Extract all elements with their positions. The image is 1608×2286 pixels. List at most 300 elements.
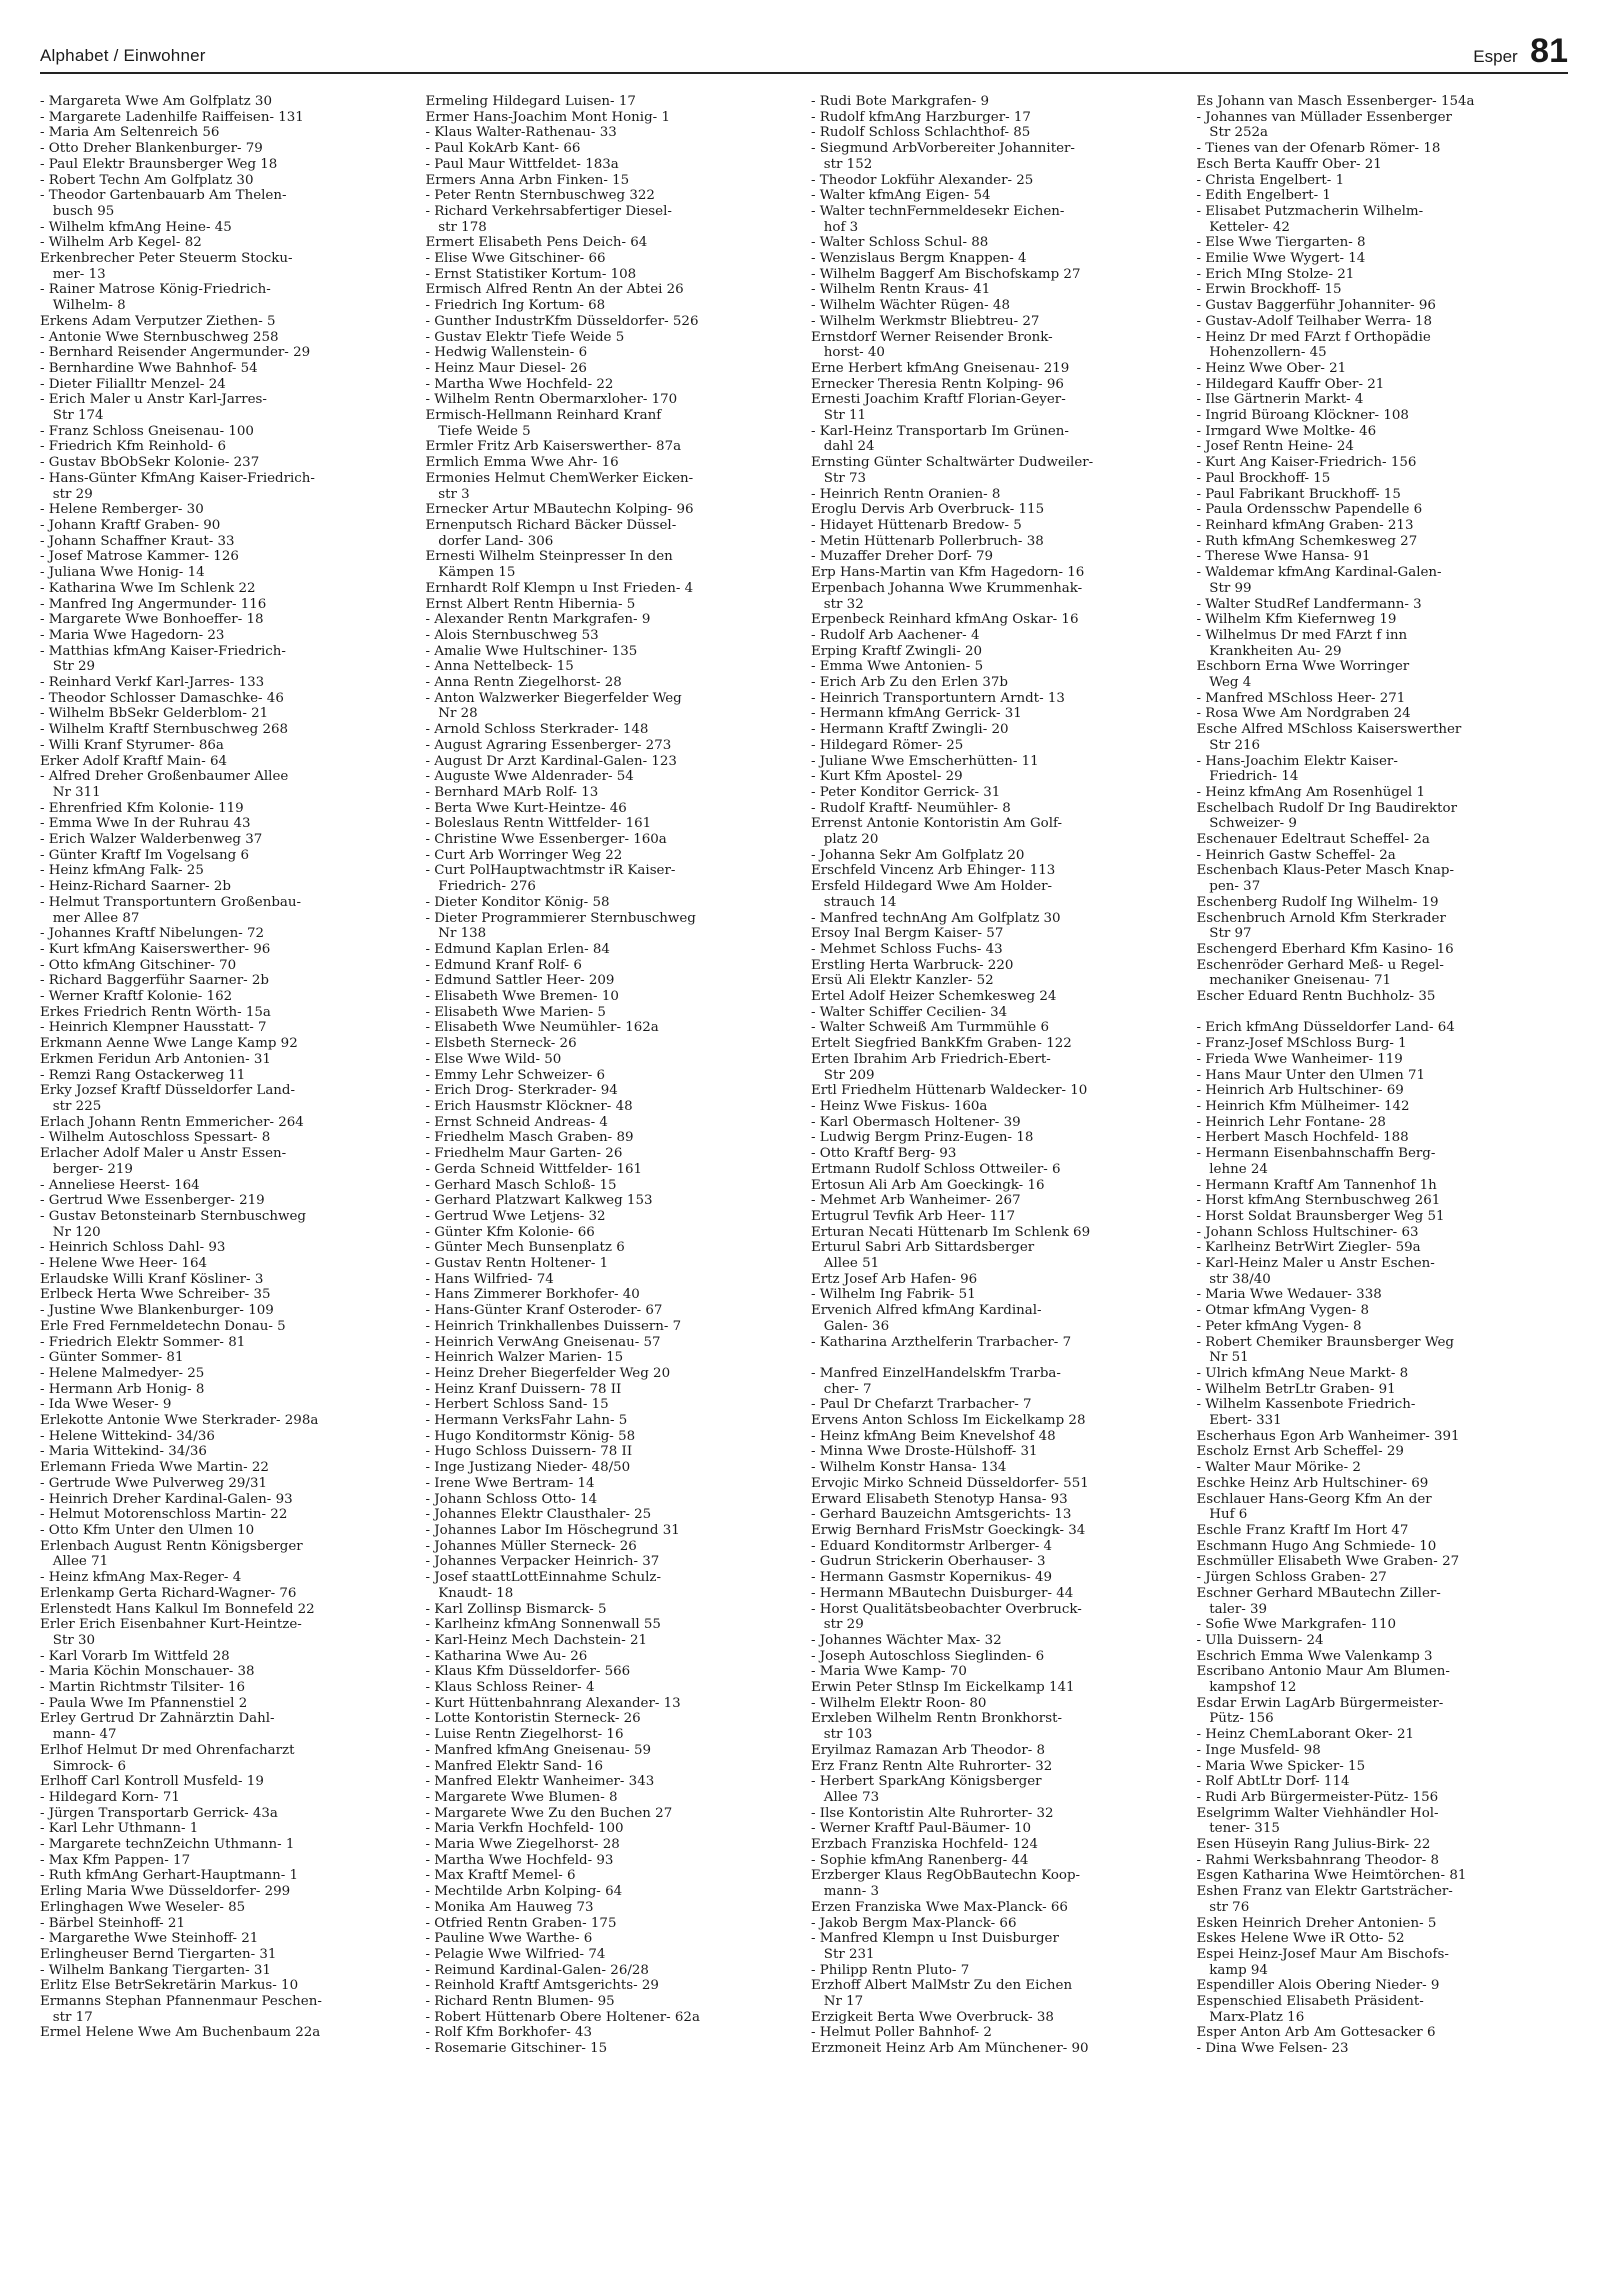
directory-entry-line: Erlhof Helmut Dr med Ohrenfacharzt xyxy=(40,1742,295,1758)
directory-entry-line: Ernstdorf Werner Reisender Bronk- xyxy=(811,329,1053,345)
directory-entry-line: - Herbert Masch Hochfeld- 188 xyxy=(1196,1130,1409,1146)
directory-entry-line: - Matthias kfmAng Kaiser-Friedrich- xyxy=(40,643,286,659)
directory-entry-line: Eryilmaz Ramazan Arb Theodor- 8 xyxy=(811,1742,1046,1758)
directory-entry-line: - Wilhelm Kassenbote Friedrich- xyxy=(1196,1397,1416,1413)
directory-entry-line: - Luise Rentn Ziegelhorst- 16 xyxy=(425,1727,624,1743)
directory-entry-line: - Heinrich Dreher Kardinal-Galen- 93 xyxy=(40,1491,293,1507)
directory-entry-line: - Hermann Eisenbahnschaffn Berg- xyxy=(1196,1146,1436,1162)
directory-entry-line: kampshof 12 xyxy=(1196,1680,1297,1696)
directory-entry-line: - Johann Schloss Otto- 14 xyxy=(425,1491,598,1507)
directory-entry-line: Ketteler- 42 xyxy=(1196,219,1290,235)
directory-entry-line: Str 97 xyxy=(1196,926,1252,942)
directory-entry-line: - Herbert SparkAng Königsberger xyxy=(811,1774,1042,1790)
directory-entry-line: Str 11 xyxy=(811,408,867,424)
directory-entry-line: - Else Wwe Wild- 50 xyxy=(425,1051,562,1067)
directory-entry-line: Ermisch-Hellmann Reinhard Kranf xyxy=(425,408,662,424)
directory-entry-line: - Erich MIng Stolze- 21 xyxy=(1196,266,1355,282)
directory-entry-line: - Gerhard Masch Schloß- 15 xyxy=(425,1177,617,1193)
directory-entry-line: - Johannes Labor Im Höschegrund 31 xyxy=(425,1522,680,1538)
directory-entry-line: - Maria Köchin Monschauer- 38 xyxy=(40,1664,255,1680)
directory-entry-line: - Juliana Wwe Honig- 14 xyxy=(40,565,205,581)
directory-entry-line: - Johannes Müller Sterneck- 26 xyxy=(425,1538,637,1554)
directory-entry-line: Weg 4 xyxy=(1196,675,1252,691)
directory-entry-line: - Wilhelm Baggerf Am Bischofskamp 27 xyxy=(811,266,1081,282)
directory-entry-line: - Werner Kraftf Paul-Bäumer- 10 xyxy=(811,1821,1032,1837)
directory-entry-line: kamp 94 xyxy=(1196,1962,1268,1978)
directory-entry-line: - Therese Wwe Hansa- 91 xyxy=(1196,549,1371,565)
directory-column-3 xyxy=(811,94,1183,2264)
directory-entry-line: Erturul Sabri Arb Sittardsberger xyxy=(811,1240,1035,1256)
directory-entry-line: Esper Anton Arb Am Gottesacker 6 xyxy=(1196,2025,1436,2041)
directory-entry-line: - Manfred technAng Am Golfplatz 30 xyxy=(811,910,1061,926)
directory-entry-line: - Hildegard Korn- 71 xyxy=(40,1789,180,1805)
directory-entry-line: - Otmar kfmAng Vygen- 8 xyxy=(1196,1303,1369,1319)
directory-entry-line: - Otfried Rentn Graben- 175 xyxy=(425,1915,617,1931)
directory-entry-line: - Mehmet Schloss Fuchs- 43 xyxy=(811,941,1003,957)
directory-entry-line: Erlekotte Antonie Wwe Sterkrader- 298a xyxy=(40,1413,319,1429)
directory-entry-line: Str 174 xyxy=(40,408,104,424)
directory-entry-line: - Wilhelm Bankang Tiergarten- 31 xyxy=(40,1962,271,1978)
directory-entry-line: - Margareta Wwe Am Golfplatz 30 xyxy=(40,94,272,109)
directory-entry-line: Ersfeld Hildegard Wwe Am Holder- xyxy=(811,879,1053,895)
directory-entry-line: - Gustav Betonsteinarb Sternbuschweg xyxy=(40,1208,306,1224)
directory-entry-line: - Richard Baggerführ Saarner- 2b xyxy=(40,973,270,989)
directory-entry-line: Eroglu Dervis Arb Overbruck- 115 xyxy=(811,502,1045,518)
directory-entry-line: - Helmut Poller Bahnhof- 2 xyxy=(811,2025,992,2041)
directory-entry-line: - Wilhelm Rentn Obermarxloher- 170 xyxy=(425,392,678,408)
directory-entry-line: Ertugrul Tevfik Arb Heer- 117 xyxy=(811,1208,1016,1224)
directory-entry-line: Espendiller Alois Obering Nieder- 9 xyxy=(1196,1978,1440,1994)
directory-entry-line: - Dieter Filialltr Menzel- 24 xyxy=(40,376,226,392)
directory-entry-line: - Maria Wwe Hagedorn- 23 xyxy=(40,627,225,643)
directory-entry-line: Nr 311 xyxy=(40,784,101,800)
directory-entry-line: - August Dr Arzt Kardinal-Galen- 123 xyxy=(425,753,677,769)
directory-entry-line: - Franz-Josef MSchloss Burg- 1 xyxy=(1196,1036,1407,1052)
directory-entry-line: mer Allee 87 xyxy=(40,910,140,926)
directory-entry-line: Erle Fred Fernmeldetechn Donau- 5 xyxy=(40,1318,286,1334)
directory-entry-line: - Ehrenfried Kfm Kolonie- 119 xyxy=(40,800,244,816)
directory-entry-line: - Reinhold Kraftf Amtsgerichts- 29 xyxy=(425,1978,659,1994)
directory-entry-line: - Rudi Bote Markgrafen- 9 xyxy=(811,94,990,109)
directory-entry-line: Ervens Anton Schloss Im Eickelkamp 28 xyxy=(811,1413,1086,1429)
directory-entry-line: - Horst Soldat Braunsberger Weg 51 xyxy=(1196,1208,1445,1224)
directory-entry-line: - Paul Brockhoff- 15 xyxy=(1196,470,1331,486)
directory-entry-line: - Rudolf Schloss Schlachthof- 85 xyxy=(811,125,1031,141)
directory-entry-line: - Reimund Kardinal-Galen- 26/28 xyxy=(425,1962,649,1978)
directory-entry-line: Erz Franz Rentn Alte Ruhrorter- 32 xyxy=(811,1758,1053,1774)
directory-entry-line: - Emma Wwe Antonien- 5 xyxy=(811,659,984,675)
directory-entry-line: - Johannes Kraftf Nibelungen- 72 xyxy=(40,926,265,942)
directory-entry-line: Erlach Johann Rentn Emmericher- 264 xyxy=(40,1114,304,1130)
directory-entry-line: Wilhelm- 8 xyxy=(40,298,126,314)
page-header xyxy=(40,34,1568,74)
directory-entry-line: - Gertrud Wwe Essenberger- 219 xyxy=(40,1193,265,1209)
directory-entry-line: - Manfred Klempn u Inst Duisburger xyxy=(811,1931,1059,1947)
directory-entry-line: - Arnold Schloss Sterkrader- 148 xyxy=(425,722,649,738)
directory-entry-line: Erzhoff Albert MalMstr Zu den Eichen xyxy=(811,1978,1073,1994)
directory-column-2 xyxy=(426,94,798,2264)
directory-entry-line: - Berta Wwe Kurt-Heintze- 46 xyxy=(425,800,627,816)
directory-entry-line: - Heinz Wwe Fiskus- 160a xyxy=(811,1099,988,1114)
directory-entry-line: - Ida Wwe Weser- 9 xyxy=(40,1397,172,1413)
directory-entry-line: Erne Herbert kfmAng Gneisenau- 219 xyxy=(811,360,1070,376)
directory-entry-line: - Werner Kraftf Kolonie- 162 xyxy=(40,989,233,1005)
directory-entry-line: Ersü Ali Elektr Kanzler- 52 xyxy=(811,973,994,989)
directory-entry-line: - Margarete Wwe Zu den Buchen 27 xyxy=(425,1805,673,1821)
directory-entry-line: - Walter technFernmeldesekr Eichen- xyxy=(811,203,1065,219)
directory-entry-line: Erpenbeck Reinhard kfmAng Oskar- 16 xyxy=(811,612,1079,628)
directory-entry-line: - Maria Wwe Spicker- 15 xyxy=(1196,1758,1366,1774)
directory-entry-line: - Rudolf Kraftf- Neumühler- 8 xyxy=(811,800,1011,816)
directory-entry-line: - Robert Chemiker Braunsberger Weg xyxy=(1196,1334,1454,1350)
directory-entry-line: - Kurt Hüttenbahnrang Alexander- 13 xyxy=(425,1695,681,1711)
directory-entry-line: Erschfeld Vincenz Arb Ehinger- 113 xyxy=(811,863,1056,879)
directory-entry-line: - Rudolf kfmAng Harzburger- 17 xyxy=(811,109,1031,125)
directory-entry-line: - Jakob Bergm Max-Planck- 66 xyxy=(811,1915,1017,1931)
directory-entry-line: - Walter Maur Mörike- 2 xyxy=(1196,1460,1361,1476)
directory-entry-line: str 152 xyxy=(811,156,873,172)
directory-entry-line: - Hans-Günter Kranf Osteroder- 67 xyxy=(425,1303,663,1319)
directory-entry-line: - Wilhelm Konstr Hansa- 134 xyxy=(811,1460,1007,1476)
directory-entry-line: Ernecker Artur MBautechn Kolping- 96 xyxy=(425,502,694,518)
directory-entry-line: Ertelt Siegfried BankKfm Graben- 122 xyxy=(811,1036,1072,1052)
directory-entry-line: - Max Kraftf Memel- 6 xyxy=(425,1868,576,1884)
directory-entry-line: str 76 xyxy=(1196,1899,1250,1915)
directory-entry-line: - Paul Maur Wittfeldet- 183a xyxy=(425,156,619,172)
directory-entry-line: - Heinz Dreher Biegerfelder Weg 20 xyxy=(425,1365,671,1381)
directory-entry-line: - Erich Arb Zu den Erlen 37b xyxy=(811,675,1008,691)
directory-entry-line: - Robert Techn Am Golfplatz 30 xyxy=(40,172,254,188)
directory-entry-line: - Erich Drog- Sterkrader- 94 xyxy=(425,1083,618,1099)
directory-entry-line: - Muzaffer Dreher Dorf- 79 xyxy=(811,549,994,565)
directory-entry-line: - Johann Kraftf Graben- 90 xyxy=(40,517,221,533)
directory-entry-line: - Walter StudRef Landfermann- 3 xyxy=(1196,596,1422,612)
directory-entry-line: - Rahmi Werksbahnrang Theodor- 8 xyxy=(1196,1852,1440,1868)
directory-entry-line: - Bernhardine Wwe Bahnhof- 54 xyxy=(40,360,258,376)
directory-entry-line: Erp Hans-Martin van Kfm Hagedorn- 16 xyxy=(811,565,1085,581)
directory-entry-line: - Curt Arb Worringer Weg 22 xyxy=(425,847,623,863)
directory-entry-line: Galen- 36 xyxy=(811,1318,890,1334)
directory-entry-line: - Amalie Wwe Hultschiner- 135 xyxy=(425,643,638,659)
directory-entry-line: Erturan Necati Hüttenarb Im Schlenk 69 xyxy=(811,1224,1091,1240)
directory-entry-line: - Wilhelm BbSekr Gelderblom- 21 xyxy=(40,706,269,722)
directory-entry-line: Eschenbach Klaus-Peter Masch Knap- xyxy=(1196,863,1454,879)
directory-entry-line: - Klaus Kfm Düsseldorfer- 566 xyxy=(425,1664,631,1680)
directory-entry-line: - Bernhard MArb Rolf- 13 xyxy=(425,784,599,800)
page-number: 81 xyxy=(1530,32,1568,70)
directory-entry-line: - Wilhelm Kraftf Sternbuschweg 268 xyxy=(40,722,289,738)
directory-entry-line: - Justine Wwe Blankenburger- 109 xyxy=(40,1303,274,1319)
directory-entry-line: - Franz Schloss Gneisenau- 100 xyxy=(40,423,254,439)
directory-entry-line: Nr 28 xyxy=(425,706,478,722)
directory-entry-line: - Helene Wwe Heer- 164 xyxy=(40,1256,208,1272)
directory-entry-line: - Kurt Ang Kaiser-Friedrich- 156 xyxy=(1196,455,1417,471)
directory-entry-line: - Christine Wwe Essenberger- 160a xyxy=(425,832,667,848)
directory-entry-line: - Horst kfmAng Sternbuschweg 261 xyxy=(1196,1193,1441,1209)
directory-entry-line: - Martha Wwe Hochfeld- 93 xyxy=(425,1852,614,1868)
directory-entry-line: - Hans-Günter KfmAng Kaiser-Friedrich- xyxy=(40,470,315,486)
directory-entry-line: - Josef Matrose Kammer- 126 xyxy=(40,549,239,565)
directory-entry-line: - Hermann Arb Honig- 8 xyxy=(40,1381,205,1397)
directory-entry-line: Erlenbach August Rentn Königsberger xyxy=(40,1538,303,1554)
directory-entry-line: - Hidayet Hüttenarb Bredow- 5 xyxy=(811,517,1022,533)
directory-entry-line: Ernesti Wilhelm Steinpresser In den xyxy=(425,549,673,565)
directory-entry-line: - Elise Wwe Gitschiner- 66 xyxy=(425,251,606,267)
directory-entry-line: - Margarete technZeichn Uthmann- 1 xyxy=(40,1837,295,1853)
directory-entry-line: - Alexander Rentn Markgrafen- 9 xyxy=(425,612,651,628)
directory-entry-line: - Ilse Kontoristin Alte Ruhrorter- 32 xyxy=(811,1805,1054,1821)
directory-entry-line: Str 99 xyxy=(1196,580,1252,596)
directory-entry-line: - Gustav Rentn Holtener- 1 xyxy=(425,1256,609,1272)
directory-entry-line: - Tienes van der Ofenarb Römer- 18 xyxy=(1196,141,1441,157)
directory-entry-line: - Paul KokArb Kant- 66 xyxy=(425,141,581,157)
directory-entry-line: - Kurt Kfm Apostel- 29 xyxy=(811,769,963,785)
directory-entry-line: Erkmann Aenne Wwe Lange Kamp 92 xyxy=(40,1036,298,1052)
directory-entry-line: - Gustav BbObSekr Kolonie- 237 xyxy=(40,455,260,471)
directory-entry-line: Eschmüller Elisabeth Wwe Graben- 27 xyxy=(1196,1554,1460,1570)
directory-entry-line: - Sophie kfmAng Ranenberg- 44 xyxy=(811,1852,1029,1868)
directory-entry-line: - Heinrich Schloss Dahl- 93 xyxy=(40,1240,226,1256)
directory-entry-line: - Karl Vorarb Im Wittfeld 28 xyxy=(40,1648,230,1664)
directory-entry-line: - Elsbeth Sterneck- 26 xyxy=(425,1036,577,1052)
directory-entry-line: - Karl-Heinz Maler u Anstr Eschen- xyxy=(1196,1256,1435,1272)
directory-entry-line: - Klaus Walter-Rathenau- 33 xyxy=(425,125,617,141)
directory-entry-line: - Otto kfmAng Gitschiner- 70 xyxy=(40,957,237,973)
directory-entry-line: - Horst Qualitätsbeobachter Overbruck- xyxy=(811,1601,1082,1617)
directory-entry-line: - Helene Remberger- 30 xyxy=(40,502,204,518)
directory-entry-line: - Edith Engelbert- 1 xyxy=(1196,188,1331,204)
section-title: Alphabet / Einwohner xyxy=(40,46,206,65)
directory-entry-line: - Bernhard Reisender Angermunder- 29 xyxy=(40,345,311,361)
directory-entry-line: - Metin Hüttenarb Pollerbruch- 38 xyxy=(811,533,1044,549)
directory-entry-line: - Antonie Wwe Sternbuschweg 258 xyxy=(40,329,279,345)
directory-entry-line: - Wilhelm Kfm Kiefernweg 19 xyxy=(1196,612,1397,628)
directory-entry-line: - Manfred Elektr Sand- 16 xyxy=(425,1758,604,1774)
directory-entry-line: - Emmy Lehr Schweizer- 6 xyxy=(425,1067,606,1083)
directory-entry-line: Erlenstedt Hans Kalkul Im Bonnefeld 22 xyxy=(40,1601,315,1617)
directory-entry-line: Escholz Ernst Arb Scheffel- 29 xyxy=(1196,1444,1404,1460)
directory-entry-line: - Dina Wwe Felsen- 23 xyxy=(1196,2041,1349,2057)
directory-entry-line: - Wilhelm kfmAng Heine- 45 xyxy=(40,219,232,235)
directory-entry-line: Friedrich- 276 xyxy=(425,879,536,895)
directory-entry-line: - Josef staattLottEinnahme Schulz- xyxy=(425,1570,661,1586)
directory-entry-line: mann- 3 xyxy=(811,1884,879,1900)
directory-entry-line: - Heinrich Walzer Marien- 15 xyxy=(425,1350,624,1366)
directory-entry-line: Erkens Adam Verputzer Ziethen- 5 xyxy=(40,313,276,329)
directory-entry-line: - Dieter Konditor König- 58 xyxy=(425,894,610,910)
directory-entry-line: - Irene Wwe Bertram- 14 xyxy=(425,1475,595,1491)
directory-entry-line: Friedrich- 14 xyxy=(1196,769,1299,785)
directory-entry-line: Errenst Antonie Kontoristin Am Golf- xyxy=(811,816,1063,832)
directory-entry-line: str 29 xyxy=(40,486,93,502)
directory-entry-line: Erzigkeit Berta Wwe Overbruck- 38 xyxy=(811,2009,1054,2025)
directory-entry-line: - Otto Kfm Unter den Ulmen 10 xyxy=(40,1522,255,1538)
directory-entry-line: - Dieter Programmierer Sternbuschweg xyxy=(425,910,696,926)
directory-entry-line: Simrock- 6 xyxy=(40,1758,127,1774)
directory-entry-line: - Heinrich Trinkhallenbes Duissern- 7 xyxy=(425,1318,682,1334)
directory-entry-line: - Reinhard Verkf Karl-Jarres- 133 xyxy=(40,675,265,691)
directory-entry-line: - Maria Wwe Kamp- 70 xyxy=(811,1664,967,1680)
directory-entry-line: - Hermann Kraftf Am Tannenhof 1h xyxy=(1196,1177,1437,1193)
directory-entry-line: - Edmund Kranf Rolf- 6 xyxy=(425,957,582,973)
directory-entry-line: Ervojic Mirko Schneid Düsseldorfer- 551 xyxy=(811,1475,1089,1491)
directory-entry-line: Espei Heinz-Josef Maur Am Bischofs- xyxy=(1196,1946,1449,1962)
directory-entry-line: - Elisabeth Wwe Marien- 5 xyxy=(425,1004,606,1020)
directory-entry-line: - Manfred Ing Angermunder- 116 xyxy=(40,596,267,612)
directory-entry-line: Eschrich Emma Wwe Valenkamp 3 xyxy=(1196,1648,1433,1664)
directory-entry-line: Allee 73 xyxy=(811,1789,880,1805)
directory-entry-line: - Heinrich Gastw Scheffel- 2a xyxy=(1196,847,1396,863)
directory-entry-line: - Hermann MBautechn Duisburger- 44 xyxy=(811,1585,1074,1601)
directory-entry-line: - Helene Malmedyer- 25 xyxy=(40,1365,205,1381)
directory-entry-line: - Emma Wwe In der Ruhrau 43 xyxy=(40,816,251,832)
directory-entry-line: - Erich Maler u Anstr Karl-Jarres- xyxy=(40,392,267,408)
directory-entry-line: - Mehmet Arb Wanheimer- 267 xyxy=(811,1193,1021,1209)
directory-entry-line: - Mechtilde Arbn Kolping- 64 xyxy=(425,1884,623,1900)
directory-entry-line: cher- 7 xyxy=(811,1381,872,1397)
directory-entry-line: - Günter Mech Bunsenplatz 6 xyxy=(425,1240,625,1256)
directory-entry-line: - Anna Nettelbeck- 15 xyxy=(425,659,574,675)
directory-entry-line: - Gerhard Platzwart Kalkweg 153 xyxy=(425,1193,653,1209)
directory-entry-line: - Hugo Schloss Duissern- 78 II xyxy=(425,1444,633,1460)
directory-entry-line: - Elisabet Putzmacherin Wilhelm- xyxy=(1196,203,1424,219)
directory-entry-line: Ernhardt Rolf Klempn u Inst Frieden- 4 xyxy=(425,580,694,596)
directory-entry-line: - Hans-Joachim Elektr Kaiser- xyxy=(1196,753,1398,769)
directory-entry-line: Nr 51 xyxy=(1196,1350,1249,1366)
directory-entry-line: - Gudrun Strickerin Oberhauser- 3 xyxy=(811,1554,1046,1570)
directory-entry-line: - Heinz kfmAng Am Rosenhügel 1 xyxy=(1196,784,1425,800)
directory-entry-line: Ermonies Helmut ChemWerker Eicken- xyxy=(425,470,694,486)
directory-entry-line: Erler Erich Eisenbahner Kurt-Heintze- xyxy=(40,1617,302,1633)
directory-entry-line: - Heinz kfmAng Max-Reger- 4 xyxy=(40,1570,242,1586)
directory-entry-line: - Hans Maur Unter den Ulmen 71 xyxy=(1196,1067,1426,1083)
directory-entry-line: - Maria Wwe Wedauer- 338 xyxy=(1196,1287,1382,1303)
directory-entry-line: - Johannes van Müllader Essenberger xyxy=(1196,109,1452,125)
directory-entry-line: Erstling Herta Warbruck- 220 xyxy=(811,957,1014,973)
directory-entry-line: - Boleslaus Rentn Wittfelder- 161 xyxy=(425,816,652,832)
directory-entry-line: Erzbach Franziska Hochfeld- 124 xyxy=(811,1837,1038,1853)
directory-entry-line: - Rudolf Arb Aachener- 4 xyxy=(811,627,980,643)
directory-entry-line: str 3 xyxy=(425,486,470,502)
directory-entry-line: Knaudt- 18 xyxy=(425,1585,514,1601)
directory-entry-line: - Anneliese Heerst- 164 xyxy=(40,1177,200,1193)
directory-entry-line: - Heinz Dr med FArzt f Orthopädie xyxy=(1196,329,1431,345)
directory-entry-line: - Heinz ChemLaborant Oker- 21 xyxy=(1196,1727,1414,1743)
directory-entry-line: - Gertrud Wwe Letjens- 32 xyxy=(425,1208,606,1224)
directory-entry-line: busch 95 xyxy=(40,203,115,219)
directory-entry-line: - Friedrich Elektr Sommer- 81 xyxy=(40,1334,246,1350)
directory-entry-line: - Margarete Ladenhilfe Raiffeisen- 131 xyxy=(40,109,304,125)
directory-entry-line: Erzberger Klaus RegObBautechn Koop- xyxy=(811,1868,1081,1884)
directory-entry-line: Str 231 xyxy=(811,1946,875,1962)
directory-entry-line: Erwin Peter Stlnsp Im Eickelkamp 141 xyxy=(811,1680,1075,1696)
directory-entry-line: Ermanns Stephan Pfannenmaur Peschen- xyxy=(40,1994,322,2010)
directory-entry-line: pen- 37 xyxy=(1196,879,1261,895)
directory-entry-line: - Gustav-Adolf Teilhaber Werra- 18 xyxy=(1196,313,1433,329)
directory-entry-line: str 103 xyxy=(811,1727,873,1743)
directory-entry-line: - Wilhelm Wächter Rügen- 48 xyxy=(811,298,1010,314)
directory-entry-line: - Robert Hüttenarb Obere Holtener- 62a xyxy=(425,2009,700,2025)
directory-entry-line: - Hermann kfmAng Gerrick- 31 xyxy=(811,706,1022,722)
directory-entry-line: - Else Wwe Tiergarten- 8 xyxy=(1196,235,1366,251)
directory-entry-line: - Theodor Gartenbauarb Am Thelen- xyxy=(40,188,287,204)
directory-entry-line: - Heinz Wwe Ober- 21 xyxy=(1196,360,1347,376)
directory-entry-line: - Richard Rentn Blumen- 95 xyxy=(425,1994,615,2010)
directory-entry-line: - Gerhard Bauzeichn Amtsgerichts- 13 xyxy=(811,1507,1072,1523)
directory-entry-line: - Ernst Statistiker Kortum- 108 xyxy=(425,266,637,282)
directory-entry-line: Erker Adolf Kraftf Main- 64 xyxy=(40,753,228,769)
directory-entry-line xyxy=(1197,1005,1569,1021)
directory-entry-line: - Rainer Matrose König-Friedrich- xyxy=(40,282,271,298)
directory-entry-line: str 225 xyxy=(40,1099,102,1114)
directory-entry-line: Str 216 xyxy=(1196,737,1261,753)
directory-entry-line: - Max Kfm Pappen- 17 xyxy=(40,1852,191,1868)
directory-entry-line: - Herbert Schloss Sand- 15 xyxy=(425,1397,609,1413)
directory-entry-line: Str 209 xyxy=(811,1067,875,1083)
directory-entry-line: - Hermann Kraftf Zwingli- 20 xyxy=(811,722,1009,738)
directory-entry-line: - Rosa Wwe Am Nordgraben 24 xyxy=(1196,706,1411,722)
directory-entry-line: Eschenröder Gerhard Meß- u Regel- xyxy=(1196,957,1444,973)
directory-entry-line: - Philipp Rentn Pluto- 7 xyxy=(811,1962,970,1978)
directory-entry-line: - Friedhelm Masch Graben- 89 xyxy=(425,1130,634,1146)
directory-entry-line: - Lotte Kontoristin Sterneck- 26 xyxy=(425,1711,641,1727)
directory-entry-line: - Peter kfmAng Vygen- 8 xyxy=(1196,1318,1362,1334)
directory-entry-line: - Joseph Autoschloss Sieglinden- 6 xyxy=(811,1648,1045,1664)
directory-entry-line: Ebert- 331 xyxy=(1196,1413,1282,1429)
directory-entry-line: Esen Hüseyin Rang Julius-Birk- 22 xyxy=(1196,1837,1431,1853)
directory-entry-line: Eschle Franz Kraftf Im Hort 47 xyxy=(1196,1522,1409,1538)
directory-entry-line: berger- 219 xyxy=(40,1161,133,1177)
directory-entry-line: Ertz Josef Arb Hafen- 96 xyxy=(811,1271,978,1287)
directory-entry-line: - Gustav Elektr Tiefe Weide 5 xyxy=(425,329,625,345)
directory-entry-line: - Johann Schaffner Kraut- 33 xyxy=(40,533,235,549)
directory-entry-line: Erley Gertrud Dr Zahnärztin Dahl- xyxy=(40,1711,275,1727)
directory-entry-line: Erlhoff Carl Kontroll Musfeld- 19 xyxy=(40,1774,264,1790)
keyword-guide: Esper xyxy=(1473,47,1518,66)
directory-entry-line: Ermers Anna Arbn Finken- 15 xyxy=(425,172,630,188)
directory-entry-line: Eskes Helene Wwe iR Otto- 52 xyxy=(1196,1931,1405,1947)
directory-entry-line: Ertl Friedhelm Hüttenarb Waldecker- 10 xyxy=(811,1083,1088,1099)
directory-entry-line: Ervenich Alfred kfmAng Kardinal- xyxy=(811,1303,1042,1319)
directory-entry-line: Ernsting Günter Schaltwärter Dudweiler- xyxy=(811,455,1094,471)
directory-entry-line: Tiefe Weide 5 xyxy=(425,423,531,439)
directory-entry-line: mann- 47 xyxy=(40,1727,117,1743)
directory-entry-line: - Manfred MSchloss Heer- 271 xyxy=(1196,690,1406,706)
directory-entry-line: - Paul Fabrikant Bruckhoff- 15 xyxy=(1196,486,1401,502)
directory-entry-line: - Josef Rentn Heine- 24 xyxy=(1196,439,1354,455)
directory-entry-line: - Wilhelmus Dr med FArzt f inn xyxy=(1196,627,1408,643)
directory-entry-line: - Hans Zimmerer Borkhofer- 40 xyxy=(425,1287,640,1303)
directory-entry-line: Ernenputsch Richard Bäcker Düssel- xyxy=(425,517,677,533)
directory-entry-line: Eschenberg Rudolf Ing Wilhelm- 19 xyxy=(1196,894,1439,910)
directory-entry-line: - Johanna Sekr Am Golfplatz 20 xyxy=(811,847,1025,863)
directory-entry-line: - Walter Schweiß Am Turmmühle 6 xyxy=(811,1020,1049,1036)
directory-entry-line: Eselgrimm Walter Viehhändler Hol- xyxy=(1196,1805,1439,1821)
directory-entry-line: taler- 39 xyxy=(1196,1601,1268,1617)
directory-entry-line: mer- 13 xyxy=(40,266,106,282)
directory-entry-line: - Gustav Baggerführ Johanniter- 96 xyxy=(1196,298,1436,314)
directory-entry-line: - Richard Verkehrsabfertiger Diesel- xyxy=(425,203,672,219)
directory-entry-line: - Karl Zollinsp Bismarck- 5 xyxy=(425,1601,607,1617)
directory-entry-line: - Ernst Schneid Andreas- 4 xyxy=(425,1114,608,1130)
directory-entry-line: - Margarete Wwe Blumen- 8 xyxy=(425,1789,618,1805)
directory-entry-line: - Karlheinz kfmAng Sonnenwall 55 xyxy=(425,1617,661,1633)
directory-entry-line: Ernesti Joachim Kraftf Florian-Geyer- xyxy=(811,392,1066,408)
directory-entry-line: - Remzi Rang Ostackerweg 11 xyxy=(40,1067,246,1083)
directory-entry-line: - Martin Richtmstr Tilsiter- 16 xyxy=(40,1680,246,1696)
directory-entry-line: - Heinrich Arb Hultschiner- 69 xyxy=(1196,1083,1404,1099)
directory-entry-line: - Friedhelm Maur Garten- 26 xyxy=(425,1146,623,1162)
